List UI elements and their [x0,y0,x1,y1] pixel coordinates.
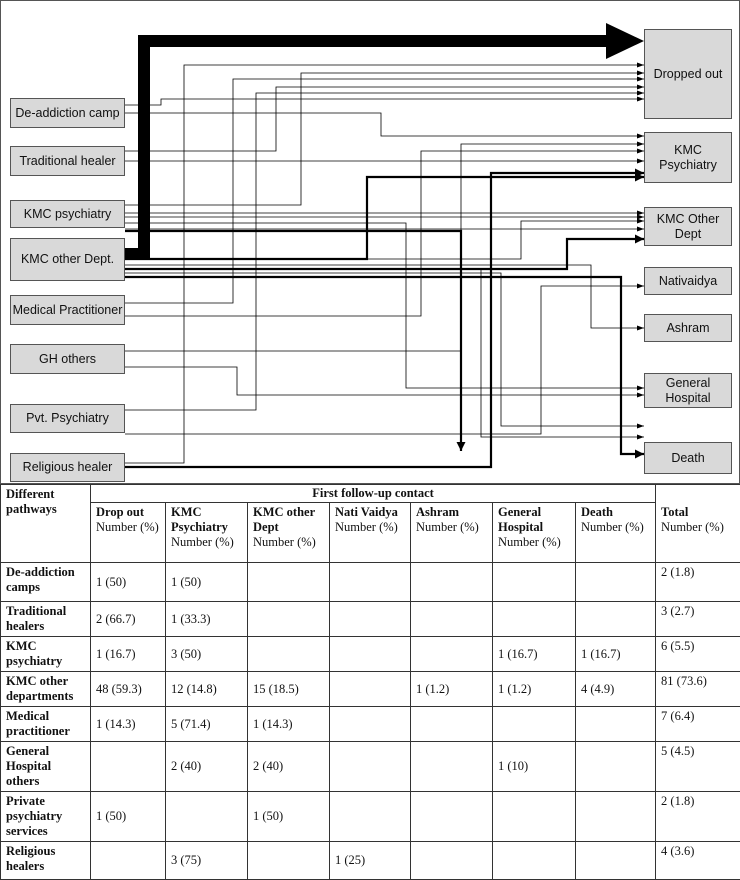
table-cell: 1 (16.7) [493,637,576,672]
column-header [656,503,740,563]
pathway-table [0,484,740,880]
table-cell [411,637,493,672]
table-cell: 15 (18.5) [248,672,330,707]
table-cell: 1 (10) [493,742,576,792]
table-row [1,742,740,792]
table-cell: 3 (75) [166,842,248,880]
table-cell: 3 (50) [166,637,248,672]
column-unit: Number (%) [498,535,561,549]
row-label: Private psychiatry services [1,792,91,842]
column-title: Nati Vaidya [335,505,405,520]
table-cell [411,563,493,602]
table-row [1,707,740,742]
table-cell: 1 (50) [248,792,330,842]
table-cell: 1 (50) [91,563,166,602]
table-cell [411,742,493,792]
row-header: Different pathways [1,485,91,563]
row-label: Medical practitioner [1,707,91,742]
table-cell [248,637,330,672]
node-label: GH others [39,352,96,367]
column-title: Drop out [96,505,160,520]
table-cell: 1 (14.3) [248,707,330,742]
table-cell: 12 (14.8) [166,672,248,707]
table-row [1,602,740,637]
column-unit: Number (%) [661,520,724,534]
node-label: De-addiction camp [15,106,119,121]
table-cell: 1 (25) [330,842,411,880]
table-row [1,637,740,672]
table-cell [576,707,656,742]
empty-header [656,485,740,503]
node-label: Pvt. Psychiatry [26,411,109,426]
column-unit: Number (%) [171,535,234,549]
table-cell [248,842,330,880]
dest-dropped-out [644,29,732,119]
column-title: KMC other Dept [253,505,324,535]
dest-ashram [644,314,732,342]
table-cell [248,602,330,637]
table-cell [330,563,411,602]
table-cell [576,742,656,792]
table-cell [411,792,493,842]
table-cell [576,563,656,602]
table-cell: 2 (1.8) [656,563,740,602]
row-label: Religious healers [1,842,91,880]
column-title: Total [661,505,735,520]
table-row [1,672,740,707]
node-label: Ashram [666,321,709,336]
table-cell [411,842,493,880]
table-cell: 4 (3.6) [656,842,740,880]
column-title: Ashram [416,505,487,520]
table-cell: 1 (50) [166,563,248,602]
table-cell: 1 (1.2) [411,672,493,707]
column-unit: Number (%) [581,520,644,534]
table-cell [493,563,576,602]
column-header [166,503,248,563]
table-cell [493,792,576,842]
table-cell [330,792,411,842]
table-cell [330,742,411,792]
table-cell [330,637,411,672]
column-header [91,503,166,563]
source-kmc-other-dept [10,238,125,281]
row-label: KMC psychiatry [1,637,91,672]
table-cell [91,742,166,792]
source-kmc-psychiatry [10,200,125,228]
table-cell: 6 (5.5) [656,637,740,672]
node-label: KMC other Dept. [21,252,114,267]
node-label: KMC psychiatry [24,207,112,222]
table-row [1,792,740,842]
dest-general-hospital [644,373,732,408]
row-label: General Hospital others [1,742,91,792]
dest-death [644,442,732,474]
column-header [330,503,411,563]
source-religious-healer [10,453,125,482]
column-unit: Number (%) [253,535,316,549]
table-cell [330,672,411,707]
table-cell [576,842,656,880]
table-cell [576,792,656,842]
source-medical-practitioner [10,295,125,325]
table-cell [166,792,248,842]
table-cell [493,602,576,637]
table-cell: 2 (40) [166,742,248,792]
table-cell: 1 (14.3) [91,707,166,742]
node-label: General Hospital [645,376,731,406]
table-cell: 81 (73.6) [656,672,740,707]
column-header [248,503,330,563]
column-title: KMC Psychiatry [171,505,242,535]
table-cell: 7 (6.4) [656,707,740,742]
source-de-addiction-camp [10,98,125,128]
column-title: General Hospital [498,505,570,535]
node-label: Dropped out [654,67,723,82]
table-cell [411,707,493,742]
dest-nativaidya [644,267,732,295]
table-cell [576,602,656,637]
row-label: De-addiction camps [1,563,91,602]
column-header [493,503,576,563]
table-cell [493,707,576,742]
source-pvt-psychiatry [10,404,125,433]
table-cell: 48 (59.3) [91,672,166,707]
node-label: KMC Other Dept [645,212,731,242]
node-label: Traditional healer [19,154,115,169]
node-label: Nativaidya [659,274,717,289]
table-cell: 1 (16.7) [91,637,166,672]
column-header [411,503,493,563]
table-row [1,563,740,602]
source-traditional-healer [10,146,125,176]
table-cell: 2 (66.7) [91,602,166,637]
table-row [1,842,740,880]
row-label: KMC other departments [1,672,91,707]
row-label: Traditional healers [1,602,91,637]
table-cell: 1 (50) [91,792,166,842]
column-unit: Number (%) [416,520,479,534]
column-header [576,503,656,563]
column-unit: Number (%) [96,520,159,534]
table-cell: 2 (1.8) [656,792,740,842]
big-arrowhead [606,23,644,59]
table-cell [248,563,330,602]
source-gh-others [10,344,125,374]
table-cell [411,602,493,637]
table-cell [91,842,166,880]
node-label: Medical Practitioner [13,303,123,318]
dest-kmc-other-dept [644,207,732,246]
table-cell: 5 (4.5) [656,742,740,792]
column-title: Death [581,505,650,520]
table-cell [493,842,576,880]
group-header: First follow-up contact [91,485,656,503]
column-unit: Number (%) [335,520,398,534]
node-label: KMC Psychiatry [645,143,731,173]
dest-kmc-psychiatry [644,132,732,183]
table-cell: 1 (1.2) [493,672,576,707]
table-cell [330,707,411,742]
table-cell [330,602,411,637]
table-cell: 2 (40) [248,742,330,792]
table-cell: 3 (2.7) [656,602,740,637]
table-cell: 1 (33.3) [166,602,248,637]
table-cell: 5 (71.4) [166,707,248,742]
node-label: Religious healer [23,460,113,475]
table-cell: 4 (4.9) [576,672,656,707]
node-label: Death [671,451,704,466]
table-cell: 1 (16.7) [576,637,656,672]
